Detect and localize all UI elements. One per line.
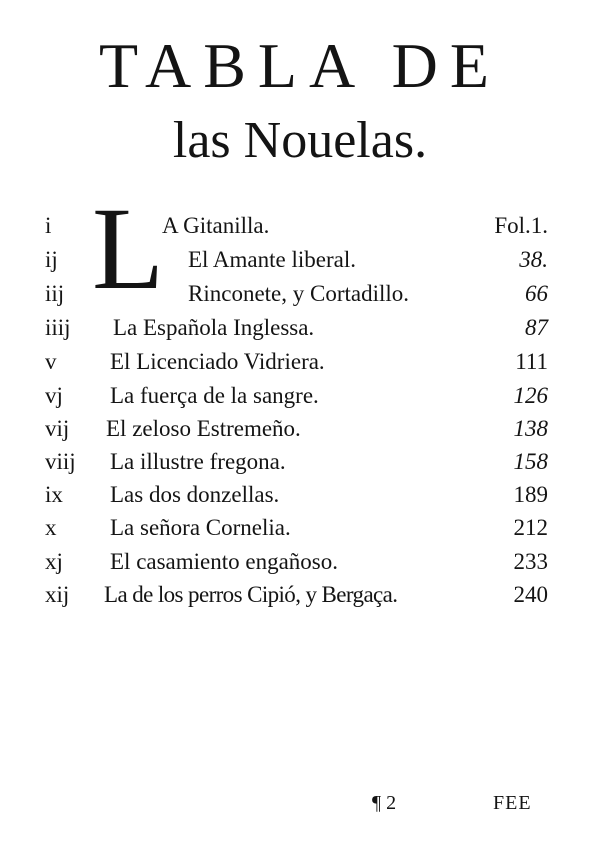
entry-title: El casamiento engañoso. [110,549,339,574]
entry-title: El zeloso Estremeño. [106,416,301,441]
entry-numeral: viij [45,449,76,474]
entry-numeral: vj [45,383,63,408]
table-row [0,211,600,241]
entry-title: Las dos donzellas. [110,482,280,507]
catchword: FEE [493,792,532,814]
entry-page: 158 [513,449,548,474]
table-row [0,279,600,309]
entry-page: 87 [525,315,548,340]
entry-page: 233 [513,549,548,574]
entry-page: 111 [515,349,548,374]
entry-page: 138 [513,416,548,441]
entry-numeral: xij [45,582,70,607]
table-row [0,245,600,275]
entry-title: El Licenciado Vidriera. [110,349,325,374]
entry-numeral: iij [45,281,65,306]
entry-numeral: vij [45,416,70,441]
table-row [0,480,600,510]
drop-cap: L [92,183,165,314]
entry-numeral: i [45,213,52,238]
entry-page: 212 [513,515,548,540]
entry-title: El Amante liberal. [188,247,356,272]
entry-page: Fol.1. [494,213,548,238]
table-row [0,580,600,610]
entry-numeral: ix [45,482,63,507]
entry-title: Rinconete, y Cortadillo. [188,281,410,306]
entry-page: 189 [513,482,548,507]
signature-mark: ¶ 2 [372,792,397,814]
table-row [0,547,600,577]
entry-title: La de los perros Cipió, y Bergaça. [104,582,398,607]
entry-numeral: iiij [45,315,71,340]
entry-page: 126 [513,383,548,408]
page-subtitle: las Nouelas. [172,112,428,169]
entry-title: La illustre fregona. [110,449,286,474]
entry-page: 38. [519,247,548,272]
entry-title: La señora Cornelia. [110,515,291,540]
entry-numeral: v [45,349,57,374]
entry-page: 240 [513,582,548,607]
table-row [0,513,600,543]
entry-title: La Española Inglessa. [113,315,315,340]
table-row [0,447,600,477]
entry-title: La fuerça de la sangre. [110,383,319,408]
entry-numeral: ij [45,247,58,272]
entry-page: 66 [525,281,548,306]
table-row [0,313,600,343]
entry-numeral: xj [45,549,63,574]
entry-title: A Gitanilla. [162,213,270,238]
page-title: TABLA DE [99,30,501,101]
table-row [0,347,600,377]
table-row [0,414,600,444]
entry-numeral: x [45,515,57,540]
table-row [0,381,600,411]
